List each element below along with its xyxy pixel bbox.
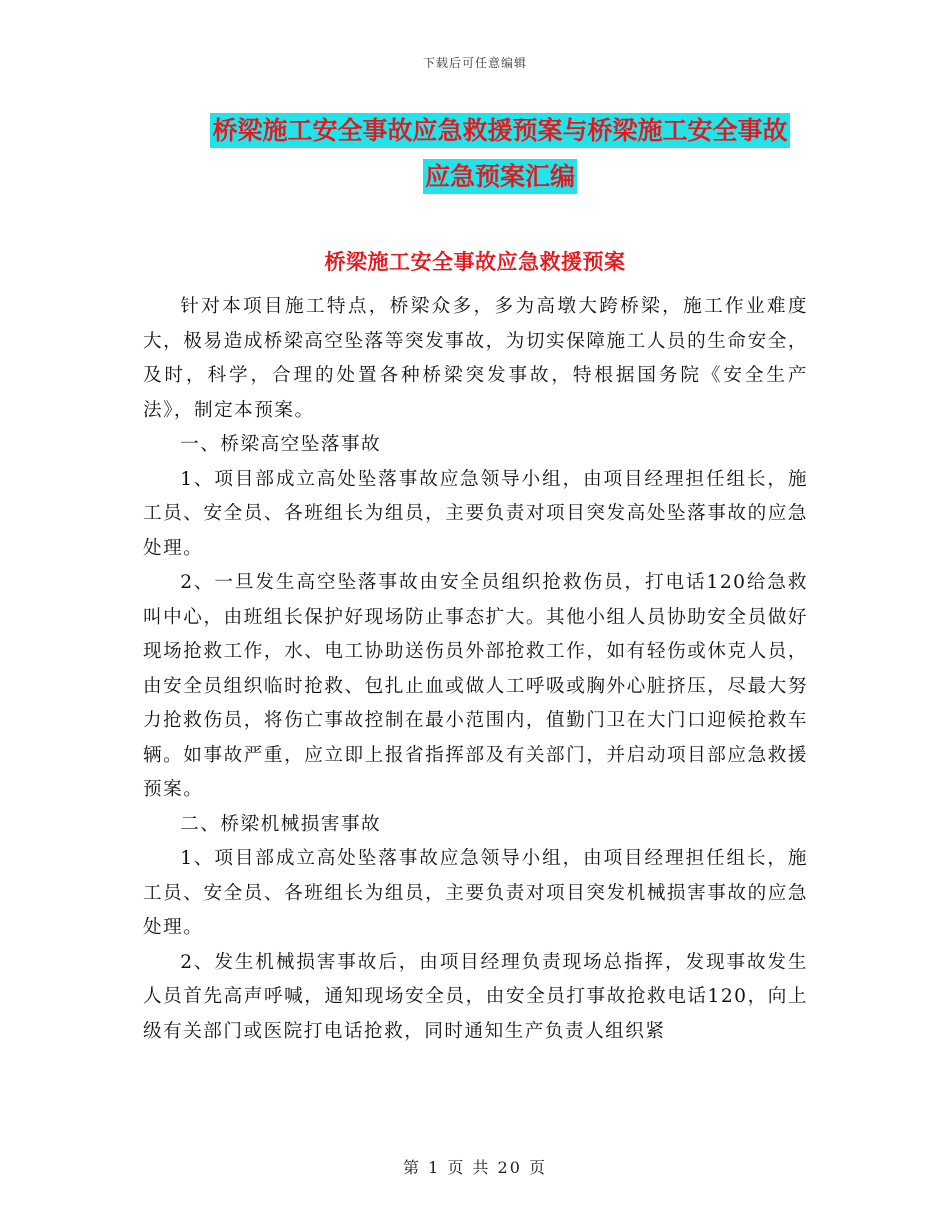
section-title: 桥梁施工安全事故应急救援预案 bbox=[324, 250, 626, 274]
title-line-2: 应急预案汇编 bbox=[423, 159, 577, 194]
paragraph-intro: 针对本项目施工特点，桥梁众多，多为高墩大跨桥梁，施工作业难度大，极易造成桥梁高空坠落等突发事故，为切实保障施工人员的生命安全，及时，科学，合理的处置各种桥梁突发事故，特根据国务院《安全生产法》，制定本预案。 bbox=[143, 296, 808, 421]
header-note: 下载后可任意编辑 bbox=[422, 56, 527, 70]
paragraph-high-fall-1: 1、项目部成立高处坠落事故应急领导小组，由项目经理担任组长，施工员、安全员、各班组长为组员，主要负责对项目突发高处坠落事故的应急处理。 bbox=[143, 468, 808, 559]
paragraph-machinery-2: 2、发生机械损害事故后，由项目经理负责现场总指挥，发现事故发生人员首先高声呼喊，通知现场安全员，由安全员打事故抢救电话120，向上级有关部门或医院打电话抢救，同时通知生产负责人组织紧 bbox=[143, 951, 808, 1042]
paragraph-high-fall-2: 2、一旦发生高空坠落事故由安全员组织抢救伤员，打电话120给急救叫中心，由班组长保护好现场防止事态扩大。其他小组人员协助安全员做好现场抢救工作，水、电工协助送伤员外部抢救工作，如有轻伤或休克人员，由安全员组织临时抢救、包扎止血或做人工呼吸或胸外心脏挤压，尽最大努力抢救伤员，将伤亡事故控制在最小范围内，值勤门卫在大门口迎候抢救车辆。如事故严重，应立即上报省指挥部及有关部门，并启动项目部应急救援预案。 bbox=[143, 572, 808, 800]
title-line-1: 桥梁施工安全事故应急救援预案与桥梁施工安全事故 bbox=[210, 113, 789, 148]
body-text bbox=[143, 290, 808, 1049]
page-footer: 第 1 页 共 20 页 bbox=[403, 1158, 547, 1177]
paragraph-machinery-1: 1、项目部成立高处坠落事故应急领导小组，由项目经理担任组长，施工员、安全员、各班组长为组员，主要负责对项目突发机械损害事故的应急处理。 bbox=[143, 848, 808, 938]
heading-machinery: 二、桥梁机械损害事故 bbox=[180, 813, 382, 835]
heading-high-fall: 一、桥梁高空坠落事故 bbox=[180, 434, 382, 455]
document-title bbox=[140, 108, 860, 200]
